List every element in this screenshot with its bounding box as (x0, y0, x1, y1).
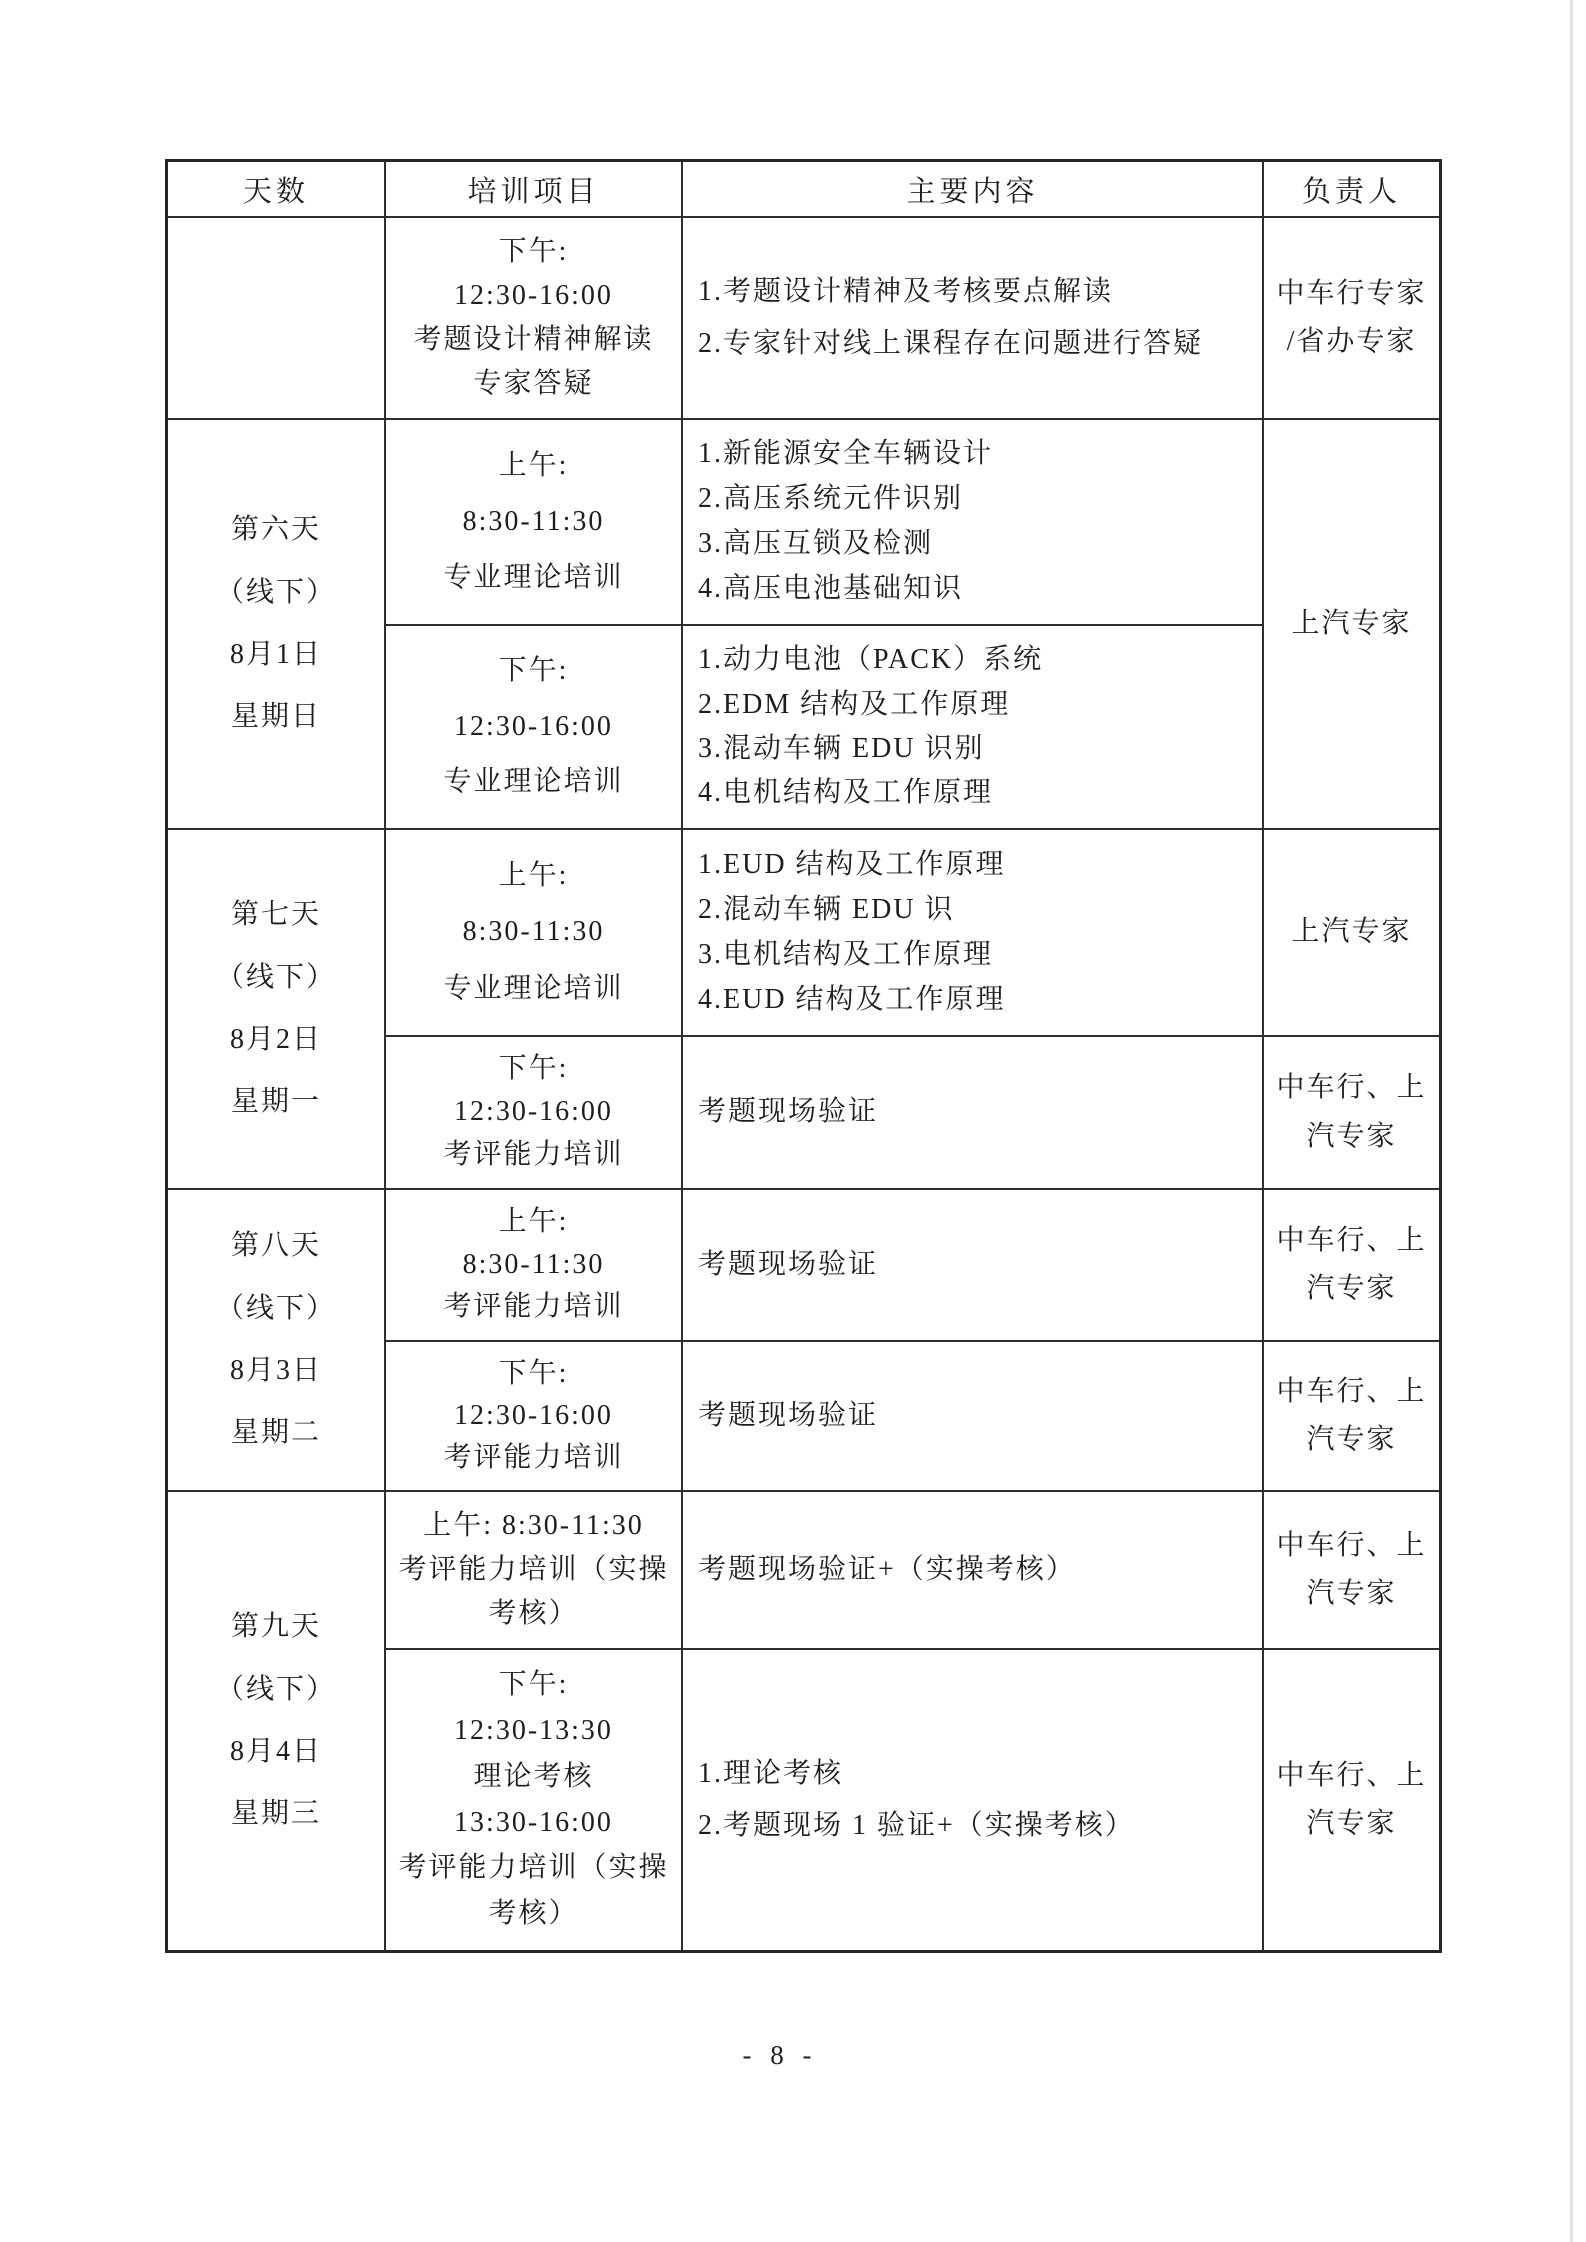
text-line: 理论考核 (473, 1760, 594, 1792)
day-lines (168, 1190, 384, 1490)
text-line: 考题现场验证 (698, 1399, 879, 1431)
content-lines (683, 218, 1262, 418)
content-lines (683, 1342, 1262, 1490)
project-cell (386, 1037, 683, 1190)
day-cell-empty (168, 218, 386, 420)
text-line: 星期二 (230, 1417, 321, 1449)
text-line: 8月3日 (229, 1355, 322, 1386)
text-line: 12:30-16:00 (454, 1399, 613, 1431)
text-line: 考评能力培训（实操 (398, 1553, 669, 1585)
header-label: 负责人 (1301, 175, 1401, 208)
content-cell (683, 1492, 1264, 1650)
owner-lines (1264, 1190, 1439, 1340)
owner-lines (1264, 218, 1439, 418)
page-number: - 8 - (742, 2040, 818, 2070)
owner-cell (1264, 1492, 1439, 1650)
owner-lines (1264, 1650, 1439, 1950)
text-line: 2.EDM 结构及工作原理 (698, 688, 1011, 720)
text-line: 8:30-11:30 (462, 505, 605, 537)
project-cell (386, 1650, 683, 1950)
text-line: 考题现场验证 (698, 1248, 879, 1280)
text-line: 3.高压互锁及检测 (698, 528, 934, 560)
owner-cell (1264, 1037, 1439, 1190)
project-cell (386, 830, 683, 1037)
project-cell (386, 420, 683, 626)
text-line: 2.混动车辆 EDU 识 (698, 893, 955, 925)
project-lines (386, 1190, 681, 1340)
owner-lines (1264, 1492, 1439, 1648)
text-line: 汽专家 (1306, 1808, 1397, 1839)
day-cell-8 (168, 1190, 386, 1492)
text-line: 专业理论培训 (443, 766, 624, 798)
owner-lines (1264, 1342, 1439, 1490)
content-cell (683, 218, 1264, 420)
text-line: 考核） (488, 1898, 579, 1930)
project-lines (386, 626, 681, 828)
text-line: 汽专家 (1306, 1120, 1397, 1152)
owner-cell (1264, 218, 1439, 420)
content-cell (683, 626, 1264, 830)
text-line: 第六天 (230, 514, 321, 546)
text-line: 3.混动车辆 EDU 识别 (698, 733, 985, 765)
text-line: 专业理论培训 (443, 972, 624, 1004)
project-lines (386, 218, 681, 418)
text-line: 中车行、上 (1276, 1072, 1427, 1104)
content-lines (683, 626, 1262, 828)
day-cell-7 (168, 830, 386, 1190)
project-lines (386, 1037, 681, 1188)
text-line: 中车行、上 (1276, 1529, 1427, 1561)
text-line: 第八天 (230, 1230, 321, 1262)
text-line: 4.电机结构及工作原理 (698, 777, 994, 809)
project-lines (386, 1342, 681, 1490)
owner-cell (1264, 830, 1439, 1037)
content-cell (683, 420, 1264, 626)
owner-lines (1264, 1037, 1439, 1188)
text-line: 12:30-16:00 (454, 1096, 613, 1128)
day-lines (168, 1492, 384, 1950)
text-line: 星期三 (230, 1798, 321, 1830)
text-line: 中车行、上 (1276, 1759, 1427, 1791)
content-cell (683, 1190, 1264, 1342)
day-cell-9 (168, 1492, 386, 1950)
text-line: 8月4日 (229, 1736, 322, 1767)
training-schedule-table (165, 159, 1442, 1953)
header-label: 培训项目 (467, 175, 600, 208)
project-lines (386, 1650, 681, 1950)
text-line: 12:30-13:30 (454, 1715, 613, 1747)
text-line: 1.动力电池（PACK）系统 (698, 644, 1044, 676)
text-line: /省办专家 (1286, 326, 1417, 357)
text-line: 第七天 (230, 899, 321, 931)
content-lines (683, 830, 1262, 1035)
text-line: 上午: 8:30-11:30 (423, 1509, 644, 1541)
text-line: 第九天 (230, 1611, 321, 1643)
text-line: （线下） (215, 961, 336, 993)
text-line: 2.专家针对线上课程存在问题进行答疑 (698, 328, 1204, 359)
text-line: 1.考题设计精神及考核要点解读 (698, 275, 1114, 307)
text-line: 星期日 (230, 701, 321, 733)
text-line: 中车行专家 (1276, 277, 1427, 309)
text-line: 汽专家 (1306, 1424, 1397, 1455)
text-line: 8月1日 (229, 639, 322, 670)
text-line: 8:30-11:30 (462, 1248, 605, 1280)
content-cell (683, 830, 1264, 1037)
owner-cell (1264, 1190, 1439, 1342)
text-line: 专家答疑 (473, 367, 594, 399)
content-lines (683, 420, 1262, 624)
text-line: 汽专家 (1306, 1273, 1397, 1304)
owner-lines (1264, 420, 1439, 828)
text-line: 考核） (488, 1597, 579, 1629)
text-line: 上午: (498, 859, 569, 891)
project-cell (386, 626, 683, 830)
text-line: 专业理论培训 (443, 561, 624, 593)
text-line: 上午: (498, 449, 569, 481)
text-line: 8:30-11:30 (462, 916, 605, 948)
text-line: 考评能力培训 (443, 1441, 624, 1473)
project-cell (386, 218, 683, 420)
day-cell-6 (168, 420, 386, 830)
text-line: 1.理论考核 (698, 1757, 844, 1789)
project-cell (386, 1342, 683, 1492)
text-line: 考题现场验证+（实操考核） (698, 1553, 1076, 1585)
text-line: 中车行、上 (1276, 1224, 1427, 1256)
text-line: 上汽专家 (1291, 607, 1412, 639)
text-line: 考评能力培训 (443, 1291, 624, 1323)
header-label: 天数 (242, 175, 309, 208)
header-cell-owner (1264, 162, 1439, 218)
project-lines (386, 830, 681, 1035)
text-line: 上汽专家 (1291, 916, 1412, 948)
text-line: 考题现场验证 (698, 1096, 879, 1128)
owner-cell (1264, 1342, 1439, 1492)
text-line: 13:30-16:00 (454, 1806, 613, 1838)
owner-cell (1264, 1650, 1439, 1950)
header-label: 主要内容 (906, 175, 1039, 208)
header-cell-project (386, 162, 683, 218)
content-cell (683, 1650, 1264, 1950)
text-line: 考评能力培训（实操 (398, 1852, 669, 1884)
header-cell-content (683, 162, 1264, 218)
scan-edge-artifact (1570, 0, 1573, 2242)
text-line: 1.EUD 结构及工作原理 (698, 848, 1006, 880)
text-line: （线下） (215, 576, 336, 608)
text-line: 12:30-16:00 (454, 279, 613, 311)
content-lines (683, 1492, 1262, 1648)
text-line: 下午: (498, 655, 569, 687)
content-lines (683, 1190, 1262, 1340)
project-cell (386, 1190, 683, 1342)
content-cell (683, 1342, 1264, 1492)
text-line: 下午: (498, 1669, 569, 1701)
text-line: 下午: (498, 235, 569, 267)
text-line: 考题设计精神解读 (413, 323, 654, 355)
text-line: （线下） (215, 1673, 336, 1705)
text-line: 中车行、上 (1276, 1375, 1427, 1407)
day-lines (168, 420, 384, 828)
project-lines (386, 1492, 681, 1648)
text-line: 星期一 (230, 1086, 321, 1118)
owner-lines (1264, 830, 1439, 1035)
project-cell (386, 1492, 683, 1650)
text-line: 3.电机结构及工作原理 (698, 938, 994, 970)
text-line: 8月2日 (229, 1024, 322, 1055)
text-line: 汽专家 (1306, 1578, 1397, 1609)
text-line: 1.新能源安全车辆设计 (698, 438, 994, 470)
text-line: 4.高压电池基础知识 (698, 573, 964, 605)
text-line: 下午: (498, 1053, 569, 1085)
text-line: 上午: (498, 1206, 569, 1238)
owner-cell (1264, 420, 1439, 830)
text-line: （线下） (215, 1292, 336, 1324)
text-line: 考评能力培训 (443, 1139, 624, 1171)
day-lines (168, 830, 384, 1188)
header-cell-days (168, 162, 386, 218)
content-cell (683, 1037, 1264, 1190)
content-lines (683, 1650, 1262, 1950)
text-line: 下午: (498, 1357, 569, 1389)
text-line: 2.考题现场 1 验证+（实操考核） (698, 1810, 1135, 1841)
text-line: 4.EUD 结构及工作原理 (698, 983, 1006, 1015)
text-line: 2.高压系统元件识别 (698, 483, 964, 515)
content-lines (683, 1037, 1262, 1188)
text-line: 12:30-16:00 (454, 710, 613, 742)
project-lines (386, 420, 681, 624)
